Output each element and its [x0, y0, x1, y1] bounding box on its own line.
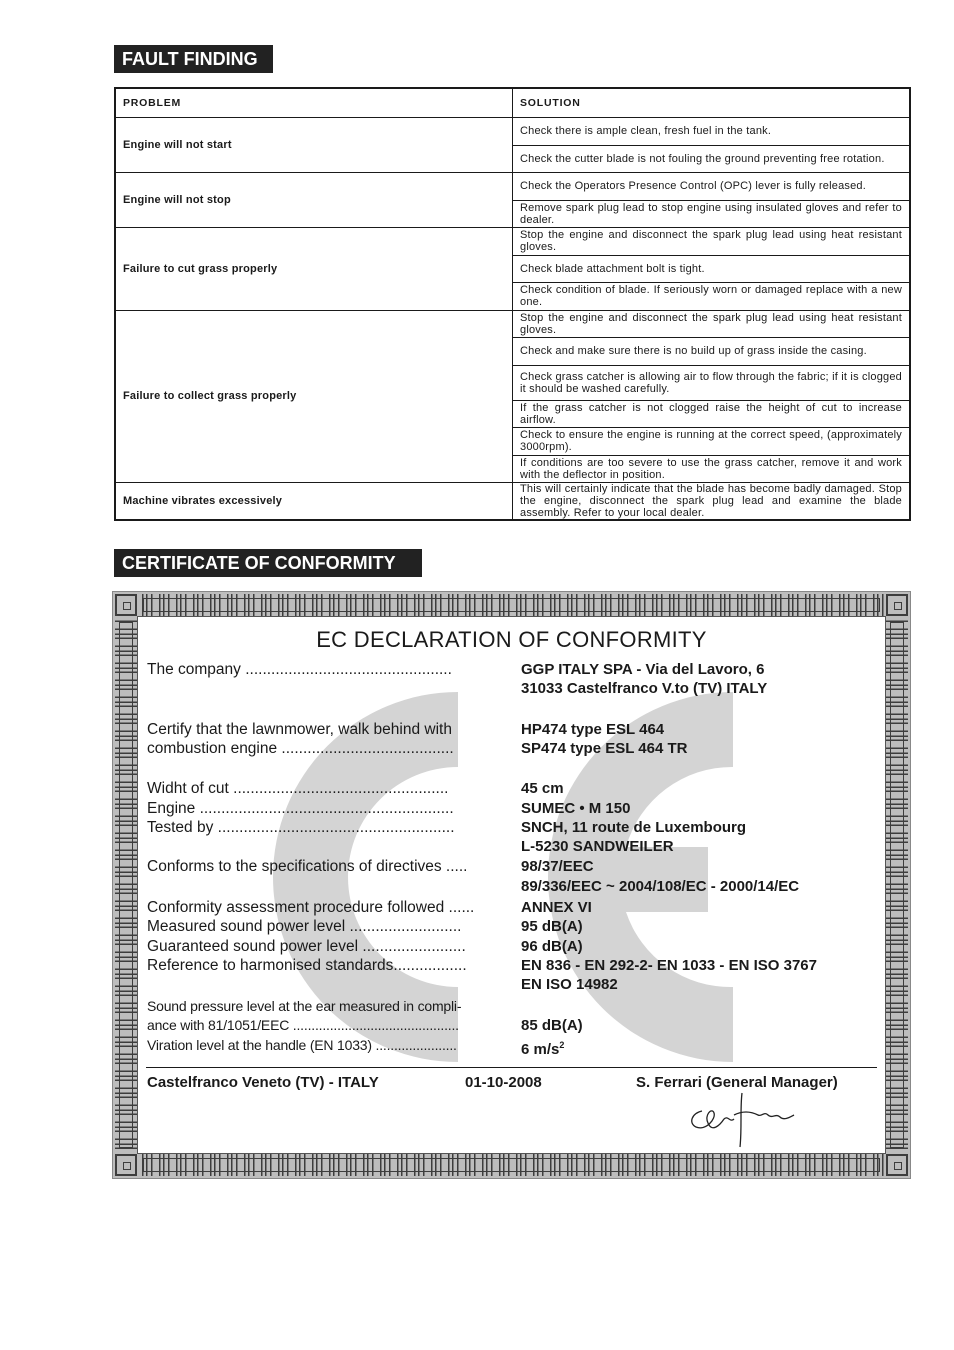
solution-cell: Check condition of blade. If seriously worn or damaged replace with a new one.: [513, 283, 911, 311]
problem-cell: Failure to cut grass properly: [115, 228, 513, 311]
solution-cell: Stop the engine and disconnect the spark plug lead using heat resistant gloves.: [513, 228, 911, 256]
width-value: 45 cm: [521, 780, 564, 797]
frame-corner: [115, 1154, 137, 1176]
problem-cell: Machine vibrates excessively: [115, 483, 513, 521]
company-address-value: 31033 Castelfranco V.to (TV) ITALY: [521, 680, 768, 697]
vibration-value: [521, 1036, 564, 1060]
directives-label: Conforms to the specifications of directives .....: [147, 858, 468, 875]
measured-label: Measured sound power level ..........................: [147, 918, 462, 935]
greek-key-border-top: [139, 594, 884, 616]
certify-label-2: combustion engine ........................................: [147, 740, 454, 757]
certificate-heading: CERTIFICATE OF CONFORMITY: [114, 549, 422, 577]
solution-cell: Remove spark plug lead to stop engine using insulated gloves and refer to dealer.: [513, 200, 911, 228]
tested-value: SNCH, 11 route de Luxembourg: [521, 819, 747, 836]
solution-cell: Check blade attachment bolt is tight.: [513, 255, 911, 283]
problem-cell: Engine will not stop: [115, 173, 513, 228]
table-row: [115, 118, 910, 146]
company-label: The company ................................................: [147, 661, 452, 678]
column-header-solution: SOLUTION: [513, 88, 911, 118]
table-row: [115, 310, 910, 338]
solution-cell: Check there is ample clean, fresh fuel in the tank.: [513, 118, 911, 146]
tested-label: Tested by .......................................................: [147, 819, 455, 836]
solution-cell: If the grass catcher is not clogged raise the height of cut to increase airflow.: [513, 400, 911, 428]
solution-cell: Check the Operators Presence Control (OPC) lever is fully released.: [513, 173, 911, 201]
tested-value-2: L-5230 SANDWEILER: [521, 838, 674, 855]
solution-cell: If conditions are too severe to use the grass catcher, remove it and work with the deflector in position.: [513, 455, 911, 483]
problem-cell: Engine will not start: [115, 118, 513, 173]
vibration-exponent: 2: [559, 1040, 565, 1050]
vibration-label: Viration level at the handle (EN 1033) ......................: [147, 1037, 457, 1053]
directives-value-2: 89/336/EEC ~ 2004/108/EC - 2000/14/EC: [521, 878, 800, 895]
problem-cell: Failure to collect grass properly: [115, 310, 513, 483]
greek-key-border-left: [115, 618, 137, 1152]
certify-label: Certify that the lawnmower, walk behind with: [147, 721, 452, 738]
declaration-title: EC DECLARATION OF CONFORMITY: [316, 627, 707, 652]
greek-key-border-bottom: [139, 1154, 884, 1176]
fault-finding-table: [114, 87, 911, 521]
place: Castelfranco Veneto (TV) - ITALY: [147, 1074, 379, 1091]
procedure-value: ANNEX VI: [521, 899, 592, 916]
solution-cell: Check to ensure the engine is running at the correct speed, (approximately 3000rpm).: [513, 428, 911, 456]
solution-cell: Check the cutter blade is not fouling the ground preventing free rotation.: [513, 145, 911, 173]
certificate-frame: [112, 591, 911, 1179]
frame-corner: [886, 594, 908, 616]
date: 01-10-2008: [465, 1074, 542, 1091]
signature-divider: [146, 1067, 877, 1068]
engine-value: SUMEC • M 150: [521, 800, 631, 817]
pressure-label: Sound pressure level at the ear measured in compli-: [147, 998, 462, 1014]
table-row: [115, 483, 910, 521]
pressure-value: 85 dB(A): [521, 1017, 583, 1034]
standards-value: EN 836 - EN 292-2- EN 1033 - EN ISO 3767: [521, 957, 817, 974]
certificate-body: [137, 616, 886, 1154]
measured-value: 95 dB(A): [521, 918, 583, 935]
solution-cell: Stop the engine and disconnect the spark plug lead using heat resistant gloves.: [513, 310, 911, 338]
standards-label: Reference to harmonised standards.................: [147, 957, 467, 974]
pressure-label-2: ance with 81/1051/EEC .............................................: [147, 1017, 459, 1033]
table-header-row: [115, 88, 910, 118]
table-row: [115, 173, 910, 201]
solution-cell: Check and make sure there is no build up of grass inside the casing.: [513, 338, 911, 366]
model-value: HP474 type ESL 464: [521, 721, 665, 738]
directives-value: 98/37/EEC: [521, 858, 594, 875]
standards-value-2: EN ISO 14982: [521, 976, 618, 993]
table-row: [115, 228, 910, 256]
model-value-2: SP474 type ESL 464 TR: [521, 740, 688, 757]
guaranteed-value: 96 dB(A): [521, 938, 583, 955]
frame-corner: [886, 1154, 908, 1176]
vibration-number: 6 m/s: [521, 1041, 560, 1058]
solution-cell: Check grass catcher is allowing air to flow through the fabric; if it is clogged it should be washed carefully.: [513, 365, 911, 400]
procedure-label: Conformity assessment procedure followed ......: [147, 899, 475, 916]
frame-corner: [115, 594, 137, 616]
company-value: GGP ITALY SPA - Via del Lavoro, 6: [521, 661, 765, 678]
fault-finding-heading: FAULT FINDING: [114, 45, 273, 73]
width-label: Widht of cut ..................................................: [147, 780, 449, 797]
signature-icon: [684, 1089, 804, 1149]
signatory: S. Ferrari (General Manager): [636, 1074, 838, 1091]
guaranteed-label: Guaranteed sound power level ........................: [147, 938, 466, 955]
engine-label: Engine ...........................................................: [147, 800, 454, 817]
solution-cell: This will certainly indicate that the blade has become badly damaged. Stop the engine, disconnect the spark plug lead and examine the blade assembly. Refer to your local dealer.: [513, 483, 911, 521]
greek-key-border-right: [886, 618, 908, 1152]
column-header-problem: PROBLEM: [115, 88, 513, 118]
